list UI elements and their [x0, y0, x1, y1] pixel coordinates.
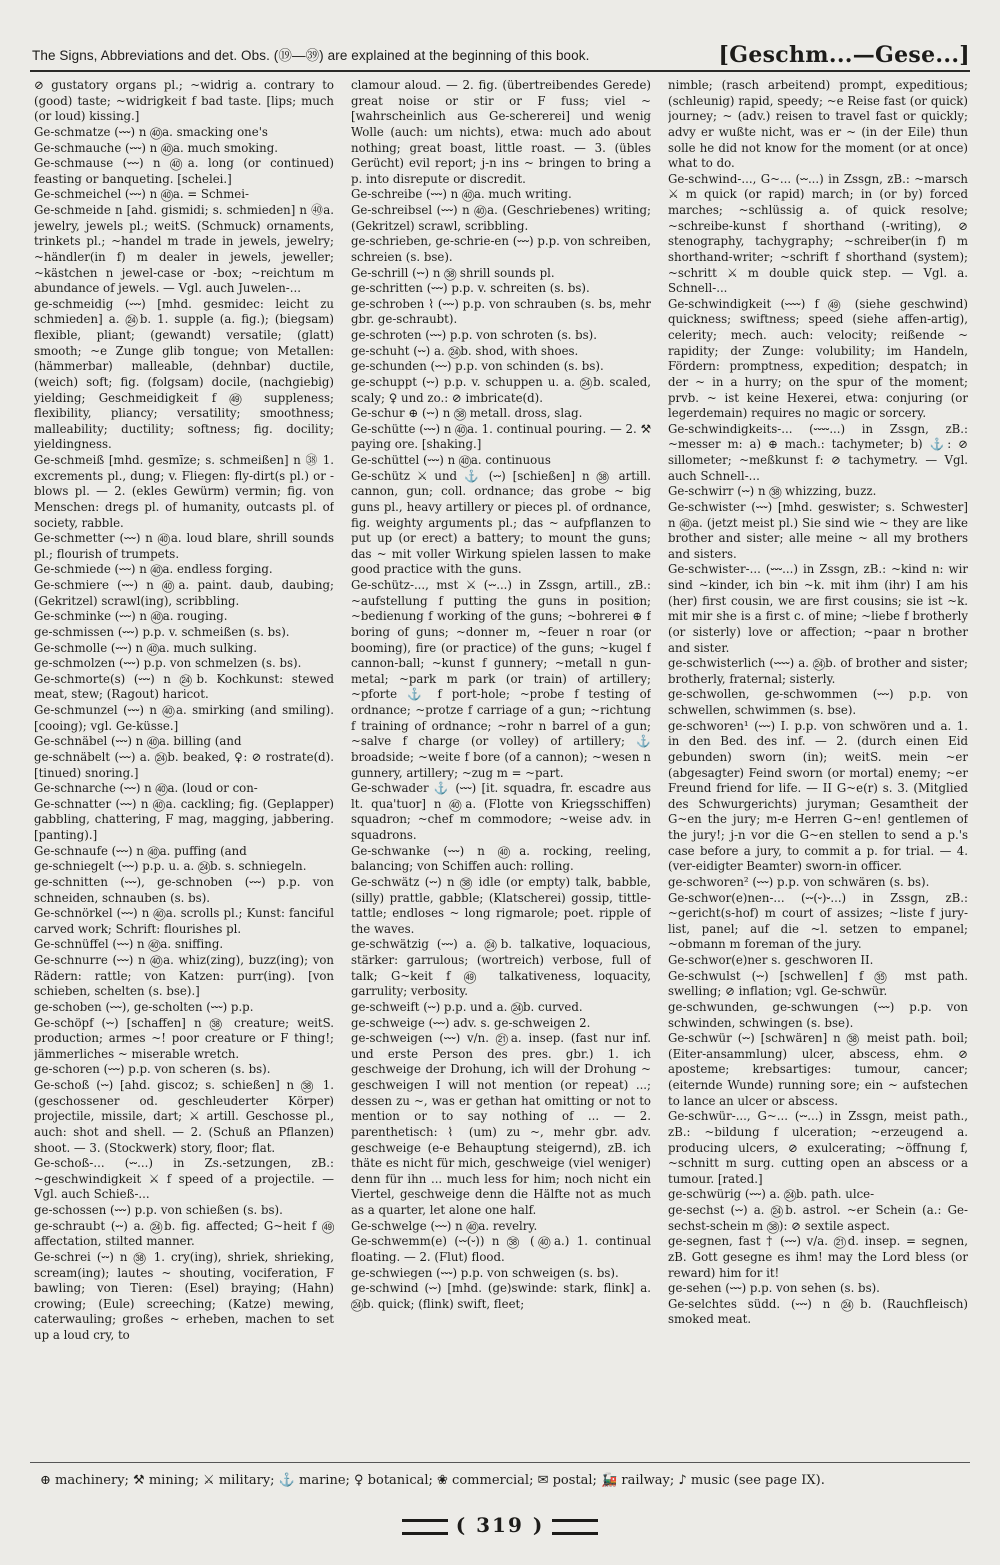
decorative-rule-right	[552, 1519, 598, 1535]
dictionary-entry: Ge-schütte (⏑⏑⏑) n ㊵a. 1. continual pouring. — 2. ⚒ paying ore. [shaking.]	[351, 421, 651, 452]
dictionary-entry: ge-schritten (⏑⏑⏑) p.p. v. schreiten (s. bs).	[351, 281, 590, 296]
dictionary-entry: Ge-schmatze (⏑⏑⏑) n ㊵a. smacking one's	[34, 124, 268, 139]
column-right	[668, 78, 968, 1448]
dictionary-entry: Ge-schwindigkeit (⏑⏑⏑⏑) f ㊾ (siehe geschwind) quickness; swiftness; speed (siehe affen-artig), celerity; mech. auch: velocity; reißende ~ rapidity; der Zunge: volubility; im Handeln, Fördern: promptness, expedition; despatch; in der ~ in a hurry; on the spur of the moment; prvb. ~ ist keine Hexerei, etwa: conjuring (or legerdemain) requires no magic or sorcery.	[668, 296, 968, 421]
dictionary-entry: Ge-schwemm(e) (⏑⏑(⏑)) n ㊳ (㊵a.) 1. continual floating. — 2. (Flut) flood.	[351, 1234, 651, 1264]
dictionary-entry: ge-schwiegen (⏑⏑⏑) p.p. von schweigen (s. bs).	[351, 1265, 619, 1280]
dictionary-entry: Ge-schmeide n [ahd. gismidi; s. schmieden] n ㊵a. jewelry, jewels pl.; weitS. (Schmuck) ornaments, trinkets pl.; ~handel m trade in jewels, jewelry; ~händler(in f) m dealer in jewels, jeweller; ~kästchen n jewel-case or -box; ~reichtum m abundance of jewels. — Vgl. auch Juwelen-...	[34, 203, 334, 296]
dictionary-entry: Ge-selchtes südd. (⏑⏑⏑) n ㉔b. (Rauchfleisch) smoked meat.	[668, 1296, 968, 1327]
dictionary-entry: Ge-schwister-... (⏑⏑⏑...) in Zssgn, zB.: ~kind n: wir sind ~kinder, ich bin ~k. mit ihm (ihr) I am his (her) first cousin, we are first cousins; sie ist ~k. mit mir she is a first c. of mine; ~liebe f brotherly (or sisterly) love or affection; ~paar n brother and sister.	[668, 562, 968, 655]
dictionary-entry: ge-schmissen (⏑⏑⏑) p.p. v. schmeißen (s. bs).	[34, 624, 290, 639]
dictionary-entry: ge-schuht (⏑⏑) a. ㉔b. shod, with shoes.	[351, 343, 579, 358]
dictionary-entry: Ge-schminke (⏑⏑⏑) n ㊵a. rouging.	[34, 609, 228, 624]
dictionary-entry: Ge-schwätz (⏑⏑) n ㊳ idle (or empty) talk, babble, (silly) prattle, gabble; (Klatscherei) gossip, tittle-tattle; endloses ~ long rigmarole; poet. ripple of the waves.	[351, 874, 651, 936]
page-header	[30, 28, 970, 72]
dictionary-entry: Ge-schoß (⏑⏑) [ahd. giscoz; s. schießen] n ㊳ 1. (geschossener od. geschleuderter Körper) projectile, missile, dart; ⚔ artill. Geschosse pl., auch: shot and shell. — 2. (Schuß an Pflanzen) shoot. — 3. (Stockwerk) story, floor; flat.	[34, 1078, 334, 1155]
dictionary-entry: nimble; (rasch arbeitend) prompt, expeditious; (schleunig) rapid, speedy; ~e Reise fast (or quick) journey; ~ (adv.) reisen to travel fast or quickly; advy er wußte nicht, was er ~ (in der Eile) thun solle he did not know for the moment (or at once) what to do.	[668, 78, 968, 171]
dictionary-entry: Ge-schüttel (⏑⏑⏑) n ㊵a. continuous	[351, 453, 551, 467]
abbreviations-note: The Signs, Abbreviations and det. Obs. (⑲—㊴) are explained at the beginning of this book.	[32, 48, 590, 63]
dictionary-entry: ge-schoben (⏑⏑⏑), ge-scholten (⏑⏑⏑) p.p.	[34, 999, 254, 1014]
dictionary-entry: Ge-schmetter (⏑⏑⏑) n ㊵a. loud blare, shrill sounds pl.; flourish of trumpets.	[34, 531, 334, 561]
dictionary-entry: ge-schweigen (⏑⏑⏑) v/n. ㉑a. insep. (fast nur inf. und erste Person des pres. gbr.) 1. ich geschweige der Drohung, ich will der Drohung ~ geschweigen I will not mention (or repeat) ...; dessen zu ~, was er gethan hat omitting or not to mention or to say nothing of ... — 2. parenthetisch: ⌇ (um) zu ~, mehr gbr. adv. geschweige (e-e Behauptung steigernd), zB. ich thäte es nicht für mich, geschweige (viel weniger) denn für ihn ... much less for him; noch nicht ein Viertel, geschweige denn die Hälfte not as much as a quarter, let alone one half.	[351, 1031, 651, 1217]
dictionary-entry: ge-schnitten (⏑⏑⏑), ge-schnoben (⏑⏑⏑) p.p. von schneiden, schnauben (s. bs).	[34, 874, 334, 905]
dictionary-entry: ge-schrieben, ge-schrie-en (⏑⏑⏑) p.p. von schreiben, schreien (s. bse).	[351, 234, 651, 264]
dictionary-entry: Ge-schütz ⚔ und ⚓ (⏑⏑) [schießen] n ㊳ artill. cannon, gun; coll. ordnance; das grobe ~ big guns pl., heavy artillery or pieces pl. of ordnance, fig. weighty arguments pl.; das ~ aufpflanzen to put up (or erect) a battery; to mount the guns; das ~ mit voller Wirkung spielen lassen to make good practice with the guns.	[351, 468, 651, 577]
dictionary-entry: ge-schuppt (⏑⏑) p.p. v. schuppen u. a. ㉔b. scaled, scaly; ♀ und zo.: ⊘ imbricate(d).	[351, 374, 651, 405]
dictionary-entry: ge-schniegelt (⏑⏑⏑) p.p. u. a. ㉔b. s. schniegeln.	[34, 859, 307, 874]
dictionary-entry: Ge-schnarche (⏑⏑⏑) n ㊵a. (loud or con-	[34, 781, 258, 796]
dictionary-entry: ge-schnäbelt (⏑⏑⏑) a. ㉔b. beaked, ♀: ⊘ rostrate(d). [tinued) snoring.]	[34, 749, 334, 780]
dictionary-entry: Ge-schur ⊕ (⏑⏑) n ㊳ metall. dross, slag.	[351, 406, 583, 421]
dictionary-entry: Ge-schnörkel (⏑⏑⏑) n ㊵a. scrolls pl.; Kunst: fanciful carved work; Schrift: flourishes pl.	[34, 906, 334, 936]
column-middle	[351, 78, 651, 1448]
dictionary-entry: ge-schoren (⏑⏑⏑) p.p. von scheren (s. bs).	[34, 1062, 271, 1077]
dictionary-entry: ge-segnen, fast † (⏑⏑⏑) v/a. ㉑d. insep. = segnen, zB. Gott gesegne es ihm! may the Lord bless (or reward) him for it!	[668, 1234, 968, 1280]
dictionary-entry: Ge-schnaufe (⏑⏑⏑) n ㊵a. puffing (and	[34, 843, 247, 858]
page-footer	[30, 1462, 970, 1493]
dictionary-entry: ge-schossen (⏑⏑⏑) p.p. von schießen (s. bs).	[34, 1203, 283, 1217]
dictionary-entry: Ge-schoß-... (⏑⏑...) in Zs.-setzungen, zB.: ~geschwindigkeit ⚔ f speed of a projectile. — Vgl. auch Schieß-...	[34, 1156, 334, 1202]
dictionary-entry: Ge-schwor(e)ner s. geschworen II.	[668, 953, 874, 967]
dictionary-entry: ge-sehen (⏑⏑⏑) p.p. von sehen (s. bs).	[668, 1281, 880, 1296]
dictionary-entry: Ge-schnüffel (⏑⏑⏑) n ㊵a. sniffing.	[34, 937, 224, 952]
dictionary-entry: Ge-schmeichel (⏑⏑⏑) n ㊵a. = Schmei-	[34, 187, 249, 202]
dictionary-entry: ge-schraubt (⏑⏑) a. ㉔b. fig. affected; G~heit f ㊾ affectation, stilted manner.	[34, 1218, 334, 1249]
dictionary-entry: Ge-schnatter (⏑⏑⏑) n ㊵a. cackling; fig. (Geplapper) gabbling, chattering, F mag, magging, jabbering. [panting).]	[34, 796, 334, 842]
dictionary-entry: ge-schwollen, ge-schwommen (⏑⏑⏑) p.p. von schwellen, schwimmen (s. bse).	[668, 687, 968, 717]
dictionary-entry: Ge-schwor(e)nen-... (⏑⏑(⏑)⏑...) in Zssgn, zB.: ~gericht(s-hof) m court of assizes; ~liste f jury-list, panel; auf die ~l. setzen to empanel; ~obmann m foreman of the jury.	[668, 890, 968, 952]
dictionary-entry: ge-schwunden, ge-schwungen (⏑⏑⏑) p.p. von schwinden, schwingen (s. bse).	[668, 999, 968, 1030]
dictionary-entry: ge-schweift (⏑⏑) p.p. und a. ㉔b. curved.	[351, 999, 583, 1014]
dictionary-entry: Ge-schreibsel (⏑⏑⏑) n ㊵a. (Geschriebenes) writing; (Gekritzel) scrawl, scribbling.	[351, 203, 651, 233]
page-number-line	[0, 1513, 1000, 1537]
dictionary-entry: ge-schunden (⏑⏑⏑) p.p. von schinden (s. bs).	[351, 359, 604, 374]
dictionary-entry: ge-schwind (⏑⏑) [mhd. (ge)swinde: stark, flink] a. ㉔b. quick; (flink) swift, fleet;	[351, 1281, 651, 1311]
dictionary-entry: ge-schroten (⏑⏑⏑) p.p. von schroten (s. bs).	[351, 328, 597, 342]
dictionary-entry: Ge-schmauche (⏑⏑⏑) n ㊵a. much smoking.	[34, 140, 278, 155]
dictionary-entry: Ge-schöpf (⏑⏑) [schaffen] n ㊳ creature; weitS. production; armes ~! poor creature or F thing!; jämmerliches ~ miserable wretch.	[34, 1015, 334, 1061]
running-head: [Geschm...—Gese...]	[718, 42, 970, 68]
dictionary-entry: Ge-schwader ⚓ (⏑⏑⏑) [it. squadra, fr. escadre aus lt. qua'tuor] n ㊵a. (Flotte von Kriegsschiffen) squadron; ~chef m commodore; ~weise adv. in squadrons.	[351, 781, 651, 842]
dictionary-entry: Ge-schrill (⏑⏑) n ㊳ shrill sounds pl.	[351, 265, 555, 280]
dictionary-entry: ge-schweige (⏑⏑⏑) adv. s. ge-schweigen 2.	[351, 1015, 591, 1030]
dictionary-entry: ge-schworen² (⏑⏑⏑) p.p. von schwären (s. bs).	[668, 874, 930, 889]
dictionary-entry: Ge-schmause (⏑⏑⏑) n ㊵a. long (or continued) feasting or banqueting. [schelei.]	[34, 156, 334, 186]
dictionary-entry: Ge-schmunzel (⏑⏑⏑) n ㊵a. smirking (and smiling). [cooing); vgl. Ge-küsse.]	[34, 703, 334, 733]
dictionary-entry: Ge-schnäbel (⏑⏑⏑) n ㊵a. billing (and	[34, 734, 242, 749]
dictionary-entry: Ge-schrei (⏑⏑) n ㊳ 1. cry(ing), shriek, shrieking, scream(ing); lautes ~ shouting, vociferation, F bawling; von Tieren: (Esel) braying; (Hahn) crowing; (Eule) screeching; (Katze) mewing, caterwauling; großes ~ erheben, machen to set up a loud cry, to	[34, 1249, 334, 1342]
dictionary-entry: Ge-schwirr (⏑⏑) n ㊳ whizzing, buzz.	[668, 484, 877, 499]
decorative-rule-left	[402, 1519, 448, 1535]
page-number: ( 319 )	[455, 1513, 545, 1537]
dictionary-entry: ge-schmolzen (⏑⏑⏑) p.p. von schmelzen (s. bs).	[34, 656, 302, 671]
dictionary-entry: ge-schworen¹ (⏑⏑⏑) I. p.p. von schwören und a. 1. in den Bed. des inf. — 2. (durch einen Eid gebunden) sworn (in); weitS. mein ~er (abgesagter) Feind sworn (or mortal) enemy; ~er Freund friend for life. — II G~e(r) s. 3. (Mitglied des Schwurgerichts) juryman; Gesamtheit der G~en the jury; m-e Herren G~en! gentlemen of the jury!; j-n vor die G~en stellen to send a p.'s case before a jury, to commit a p. for trial. — 4. (ver-eidigter Beamter) sworn-in officer.	[668, 718, 968, 874]
dictionary-entry: Ge-schwindigkeits-... (⏑⏑⏑⏑...) in Zssgn, zB.: ~messer m: a) ⊕ mach.: tachymeter; b) ⚓: ⊘ sillometer; ~meßkunst f: ⊘ tachymetry. — Vgl. auch Schnell-...	[668, 421, 968, 483]
dictionary-entry: Ge-schwür-..., G~... (⏑⏑...) in Zssgn, meist path., zB.: ~bildung f ulceration; ~erzeugend a. producing ulcers, ⊘ exulcerating; ~öffnung f, ~schnitt m surg. cutting open an abscess or a tumour. [rated.]	[668, 1109, 968, 1186]
dictionary-entry: Ge-schwelge (⏑⏑⏑) n ㊵a. revelry.	[351, 1218, 538, 1233]
dictionary-entry: clamour aloud. — 2. fig. (übertreibendes Gerede) great noise or stir or F fuss; viel ~ [wahrscheinlich aus Ge-schererei] und wenig Wolle (auch: um nichts), etwa: much ado about nothing; great boast, little roast. — 3. (übles Gerücht) evil report; j-n ins ~ bringen to bring a p. into disrepute or discredit.	[351, 78, 651, 186]
dictionary-entry: ge-sechst (⏑⏑) a. ㉔b. astrol. ~er Schein (a.: Ge-sechst-schein m ㊳): ⊘ sextile aspect.	[668, 1203, 968, 1233]
dictionary-entry: Ge-schmolle (⏑⏑⏑) n ㊵a. much sulking.	[34, 640, 257, 655]
symbol-legend: ⊕ machinery; ⚒ mining; ⚔ military; ⚓ marine; ♀ botanical; ❀ commercial; ✉ postal; 🚂 railway; ♪ music (see page IX).	[40, 1473, 825, 1488]
dictionary-entry: Ge-schwulst (⏑⏑) [schwellen] f ㉟ mst path. swelling; ⊘ inflation; vgl. Ge-schwür.	[668, 968, 968, 999]
dictionary-entry: Ge-schmeiß [mhd. gesmīze; s. schmeißen] n ㊳ 1. excrements pl., dung; v. Fliegen: fly-dirt(s pl.) or -blows pl. — 2. (ekles Gewürm) vermin; fig. von Menschen: dregs pl. of humanity, outcasts pl. of society, rabble.	[34, 453, 334, 530]
dictionary-entry: Ge-schwind-..., G~... (⏑⏑...) in Zssgn, zB.: ~marsch ⚔ m quick (or rapid) march; in (or by) forced marches; ~schlüssig a. of quick resolve; ~schreibe-kunst f shorthand (-writing), ⊘ stenography, tachygraphy; ~schreiber(in f) m shorthand-writer; ~schrift f shorthand (system); ~schritt ⚔ m double quick step. — Vgl. a. Schnell-...	[668, 171, 968, 296]
dictionary-entry: Ge-schmorte(s) (⏑⏑⏑) n ㉔b. Kochkunst: stewed meat, stew; (Ragout) haricot.	[34, 671, 334, 702]
dictionary-entry: Ge-schmiede (⏑⏑⏑) n ㊵a. endless forging.	[34, 562, 273, 577]
dictionary-entry: ge-schmeidig (⏑⏑⏑) [mhd. gesmidec: leicht zu schmieden] a. ㉔b. 1. supple (a. fig.); (biegsam) flexible, pliant; (gewandt) versatile; (glatt) smooth; ~e Zunge glib tongue; von Metallen: (hämmerbar) malleable, (dehnbar) ductile, (weich) soft; fig. (folgsam) docile, (nachgiebig) yielding; Geschmeidigkeit f ㊾ suppleness; flexibility, pliancy; versatility; smoothness; malleability; ductility; softness; fig. docility; yieldingness.	[34, 296, 334, 452]
dictionary-entry: Ge-schütz-..., mst ⚔ (⏑⏑...) in Zssgn, artill., zB.: ~aufstellung f putting the guns in position; ~bedienung f working of the guns; ~bohrerei ⊕ f boring of guns; ~donner m, ~feuer n roar (or booming), fire (or practice) of the guns; ~kugel f cannon-ball; ~kunst f gunnery; ~metall n gun-metal; ~park m park (or train) of artillery; ~pforte ⚓ f port-hole; ~probe f testing of ordnance; ~protze f carriage of a gun; ~richtung f training of ordnance; ~rohr n barrel of a gun; ~salve f charge (or volley) of artillery; ⚓ broadside; ~weite f bore (of a cannon); ~wesen n gunnery, artillery; ~zug m = ~part.	[351, 578, 651, 780]
dictionary-entry: ⊘ gustatory organs pl.; ~widrig a. contrary to (good) taste; ~widrigkeit f bad taste. [lips; much (or loud) kissing.]	[34, 78, 334, 124]
dictionary-entry: Ge-schnurre (⏑⏑⏑) n ㊵a. whiz(zing), buzz(ing); von Rädern: rattle; von Katzen: purr(ing). [von schieben, schelten (s. bse).]	[34, 953, 334, 999]
dictionary-entry: Ge-schwister (⏑⏑⏑) [mhd. geswister; s. Schwester] n ㊵a. (jetzt meist pl.) Sie sind wie ~ they are like brother and sister; alle meine ~ all my brothers and sisters.	[668, 499, 968, 561]
dictionary-entry: ge-schwisterlich (⏑⏑⏑⏑) a. ㉔b. of brother and sister; brotherly, fraternal; sisterly.	[668, 656, 968, 686]
dictionary-entry: Ge-schreibe (⏑⏑⏑) n ㊵a. much writing.	[351, 187, 572, 202]
dictionary-entry: ge-schwätzig (⏑⏑⏑) a. ㉔b. talkative, loquacious, stärker: garrulous; (wortreich) verbose, full of talk; G~keit f ㊾ talkativeness, loquacity, garrulity; verbosity.	[351, 937, 651, 999]
dictionary-entry: ge-schwürig (⏑⏑⏑) a. ㉔b. path. ulce-	[668, 1187, 875, 1202]
dictionary-entry: Ge-schwür (⏑⏑) [schwären] n ㊳ meist path. boil; (Eiter-ansammlung) ulcer, abscess, ehm. ⊘ aposteme; krebsartiges: tumour, cancer; (eiternde Wunde) running sore; ein ~ aufstechen to lance an ulcer or abscess.	[668, 1031, 968, 1108]
dictionary-entry: Ge-schmiere (⏑⏑⏑) n ㊵a. paint. daub, daubing; (Gekritzel) scrawl(ing), scribbling.	[34, 578, 334, 608]
entry-columns	[34, 78, 968, 1448]
column-left	[34, 78, 334, 1448]
dictionary-entry: Ge-schwanke (⏑⏑⏑) n ㊵a. rocking, reeling, balancing; von Schiffen auch: rolling.	[351, 843, 651, 874]
dictionary-entry: ge-schroben ⌇ (⏑⏑⏑) p.p. von schrauben (s. bs, mehr gbr. ge-schraubt).	[351, 296, 651, 327]
